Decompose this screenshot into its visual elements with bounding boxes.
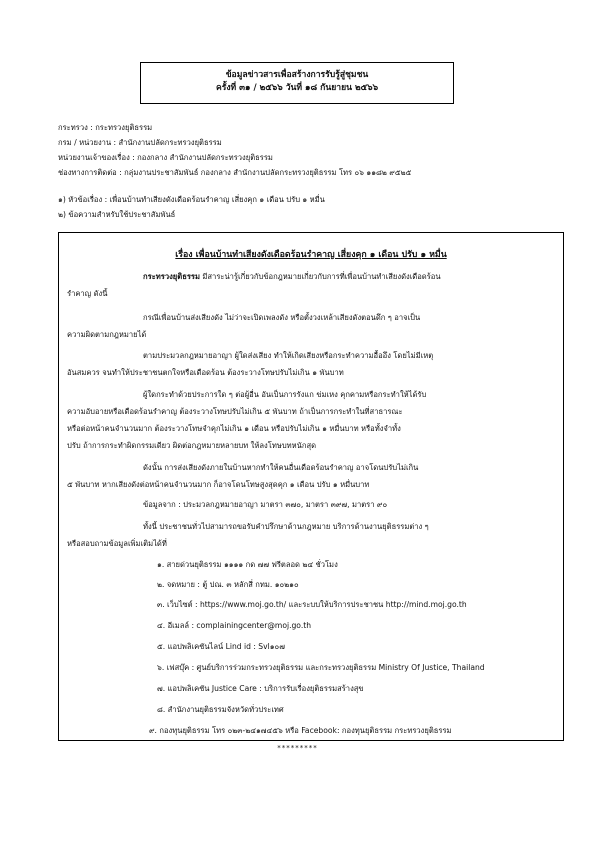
paragraph-1-line-1: กรณีเพื่อนบ้านส่งเสียงดัง ไม่ว่าจะเปิดเพลงดัง หรือตั้งวงเหล้าเสียงดังตอนดึก ๆ อาจเป็น xyxy=(143,313,421,322)
channels-intro-line-1: ทั้งนี้ ประชาชนทั่วไปสามารถขอรับคำปรึกษาด้านกฎหมาย บริการด้านงานยุติธรรมต่าง ๆ xyxy=(143,522,429,531)
paragraph-3-line-2: ความอับอายหรือเดือดร้อนรำคาญ ต้องระวางโทษปรับไม่เกิน ๕ พันบาท ถ้าเป็นการกระทำในที่สาธารณะ xyxy=(67,407,403,416)
subject-heading xyxy=(59,247,563,261)
press-release-box xyxy=(58,232,564,741)
paragraph-2-line-2: อันสมควร จนทำให้ประชาชนตกใจหรือเดือดร้อน ต้องระวางโทษปรับไม่เกิน ๑ พันบาท xyxy=(67,368,344,377)
channel-item: ๓. เว็บไซต์ : https://www.moj.go.th/ และระบบให้บริการประชาชน http://mind.moj.go.th xyxy=(157,600,467,609)
department-line: กรม / หน่วยงาน : สำนักงานปลัดกระทรวงยุติธรรม xyxy=(58,138,222,147)
intro-continuation: รำคาญ ดังนี้ xyxy=(67,289,108,298)
paragraph-4-line-1: ดังนั้น การส่งเสียงดังภายในบ้านหากทำให้คนอื่นเดือดร้อนรำคาญ อาจโดนปรับไม่เกิน xyxy=(143,463,419,472)
topics-block xyxy=(58,192,325,222)
pr-text-line: ๒) ข้อความสำหรับใช้ประชาสัมพันธ์ xyxy=(58,210,176,219)
intro-bold: กระทรวงยุติธรรม xyxy=(143,272,200,281)
issue-line: ครั้งที่ ๓๑ / ๒๕๖๖ วันที่ ๑๘ กันยายน ๒๕๖๖ xyxy=(215,83,379,93)
owner-unit-line: หน่วยงานเจ้าของเรื่อง : กองกลาง สำนักงานปลัดกระทรวงยุติธรรม xyxy=(58,153,273,162)
paragraph-2-line-1: ตามประมวลกฎหมายอาญา ผู้ใดส่งเสียง ทำให้เกิดเสียงหรือกระทำความอื้ออึง โดยไม่มีเหตุ xyxy=(143,351,434,360)
channel-item: ๖. เฟสบุ๊ค : ศูนย์บริการร่วมกระทรวงยุติธรรม และกระทรวงยุติธรรม Ministry Of Justice, Thailand xyxy=(157,663,485,672)
paragraph-1-line-2: ความผิดตามกฎหมายได้ xyxy=(67,330,147,339)
contact-line: ช่องทางการติดต่อ : กลุ่มงานประชาสัมพันธ์ กองกลาง สำนักงานปลัดกระทรวงยุติธรรม โทร ๐๖ ๑๑๘๒ ๙๕๒๕ xyxy=(58,168,412,177)
channel-item: ๒. จดหมาย : ตู้ ปณ. ๓ หลักสี่ กทม. ๑๐๒๑๐ xyxy=(157,580,299,589)
channel-item: ๑. สายด่วนยุติธรรม ๑๑๑๑ กด ๗๗ ฟรีตลอด ๒๔ ชั่วโมง xyxy=(157,560,338,569)
intro-rest: มีสาระน่ารู้เกี่ยวกับข้อกฎหมายเกี่ยวกับการที่เพื่อนบ้านทำเสียงดังเดือดร้อน xyxy=(200,272,441,281)
channel-item: ๘. สำนักงานยุติธรรมจังหวัดทั่วประเทศ xyxy=(157,705,284,714)
channels-intro-line-2: หรือสอบถามข้อมูลเพิ่มเติมได้ที่ xyxy=(67,539,167,548)
paragraph-3-line-4: ปรับ ถ้าการกระทำผิดกรรมเดียว ผิดต่อกฎหมายหลายบท ให้ลงโทษบทหนักสุด xyxy=(67,441,317,450)
channel-item: ๔. อีเมลล์ : complainingcenter@moj.go.th xyxy=(157,621,312,630)
ministry-line: กระทรวง : กระทรวงยุติธรรม xyxy=(58,123,153,132)
document-title: ข้อมูลข่าวสารเพื่อสร้างการรับรู้สู่ชุมชน xyxy=(225,70,369,80)
paragraph-3-line-3: หรือต่อหน้าคนจำนวนมาก ต้องระวางโทษจำคุกไม่เกิน ๑ เดือน หรือปรับไม่เกิน ๑ หมื่นบาท หรือทั้งจำทั้ง xyxy=(67,424,401,433)
channel-item: ๙. กองทุนยุติธรรม โทร ๐๒๓-๒๔๑๗๔๕๖ หรือ Facebook: กองทุนยุติธรรม กระทรวงยุติธรรม xyxy=(149,726,452,735)
intro-line xyxy=(143,271,441,283)
paragraph-4-line-2: ๕ พันบาท หากเสียงดังต่อหน้าคนจำนวนมาก ก็อาจโดนโทษสูงสุดคุก ๑ เดือน ปรับ ๑ หมื่นบาท xyxy=(67,480,370,489)
paragraph-3-line-1: ผู้ใดกระทำด้วยประการใด ๆ ต่อผู้อื่น อันเป็นการรังแก ข่มเหง คุกคามหรือกระทำให้ได้รับ xyxy=(143,390,427,399)
source-line: ข้อมูลจาก : ประมวลกฎหมายอาญา มาตรา ๓๗๐, มาตรา ๓๙๗, มาตรา ๙๐ xyxy=(143,500,388,509)
topic-line: ๑) หัวข้อเรื่อง : เพื่อนบ้านทำเสียงดังเดือดร้อนรำคาญ เสี่ยงคุก ๑ เดือน ปรับ ๑ หมื่น xyxy=(58,195,325,204)
channel-item: ๕. แอปพลิเคชันไลน์ Lind id : Svl๑๐๗ xyxy=(157,642,285,651)
subject-text: เรื่อง เพื่อนบ้านทำเสียงดังเดือดร้อนรำคาญ เสี่ยงคุก ๑ เดือน ปรับ ๑ หมื่น xyxy=(175,250,447,260)
end-of-document-stars: ********* xyxy=(277,744,318,752)
meta-block xyxy=(58,120,411,180)
channel-item: ๗. แอปพลิเคชัน Justice Care : บริการรับเรื่องยุติธรรมสร้างสุข xyxy=(157,684,364,693)
document-header-box xyxy=(140,62,454,104)
